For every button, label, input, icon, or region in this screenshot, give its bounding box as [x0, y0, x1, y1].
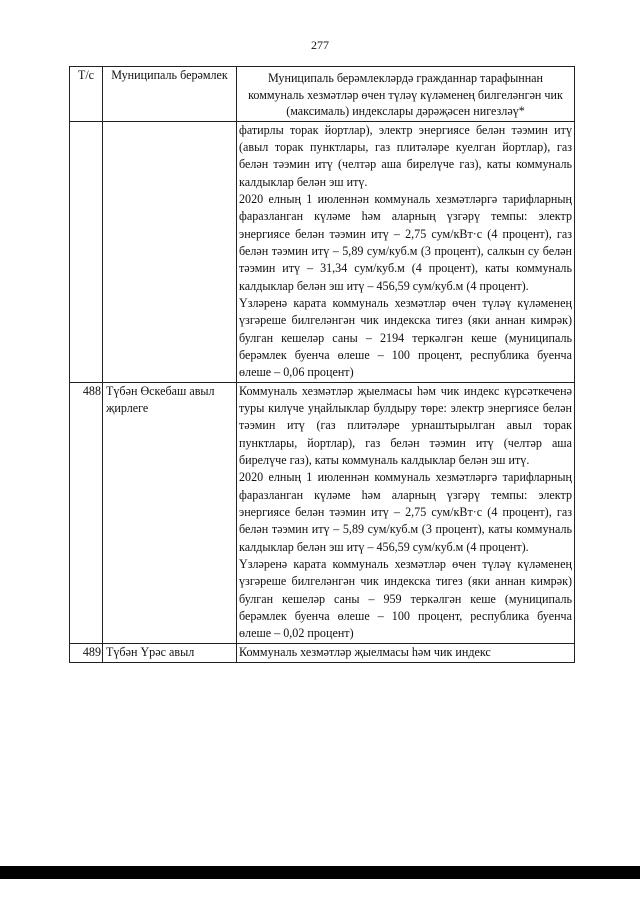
- scan-border-bar: [0, 866, 640, 879]
- row-justification: [237, 121, 575, 382]
- paragraph: фатирлы торак йортлар), электр энергиясе белән тәэмин итү (авыл торак пунктлары, газ плитәләре куелган йортлар), газ белән тәэмин итү (челтәр аша бирелүче газ), каты коммуналь калдыклар белән эш итү.: [239, 122, 572, 189]
- row-municipality: Түбән Үрәс авыл: [103, 643, 237, 662]
- row-number: 488: [70, 382, 103, 643]
- paragraph: 2020 елның 1 июленнән коммуналь хезмәтләргә тарифларның фаразланган күләме һәм аларның үзгәрү темпы: электр энергиясе белән тәэмин итү – 2,75 сум/кВт·с (4 процент), газ белән тәэмин итү – 5,89 сум/куб.м (3 процент), каты коммуналь калдыклар белән эш итү – 456,59 сум/куб.м (4 процент).: [239, 470, 572, 554]
- header-municipality: Муниципаль берәмлек: [103, 67, 237, 122]
- table-header-row: [70, 67, 575, 122]
- row-municipality: Түбән Өскебаш авыл җирлеге: [103, 382, 237, 643]
- row-number: 489: [70, 643, 103, 662]
- header-justification: Муниципаль берәмлекләрдә гражданнар тарафыннан коммуналь хезмәтләр өчен түләү күләменең билгеләнгән чик (максималь) индекслары дәрәҗәсен нигезләү*: [237, 67, 575, 122]
- page-number: 277: [311, 38, 329, 52]
- row-municipality: [103, 121, 237, 382]
- row-number: [70, 121, 103, 382]
- paragraph: 2020 елның 1 июленнән коммуналь хезмәтләргә тарифларның фаразланган күләме һәм аларның үзгәрү темпы: электр энергиясе белән тәэмин итү – 2,75 сум/кВт·с (4 процент), газ белән тәэмин итү – 5,89 сум/куб.м (3 процент), салкын су белән тәэмин итү – 31,34 сум/куб.м (4 процент), каты коммуналь калдыклар белән эш итү – 456,59 сум/куб.м (4 процент).: [239, 191, 572, 293]
- row-justification: [237, 643, 575, 662]
- paragraph: Үзләренә карата коммуналь хезмәтләр өчен түләү күләменең үзгәреше билгеләнгән чик индекска тигез (яки аннан кимрәк) булган кешеләр саны – 2194 теркәлгән кеше (муниципаль берәмлек буенча өлеше – 100 процент, республика буенча өлеше – 0,06 процент): [239, 295, 572, 380]
- table-row: [70, 121, 575, 382]
- header-number: Т/с: [70, 67, 103, 122]
- municipal-index-table: [69, 66, 575, 663]
- paragraph: Коммуналь хезмәтләр җыелмасы һәм чик индекс күрсәткеченә туры килүче уңайлыклар булдыру төре: электр энергиясе белән тәэмин итү (газ плитәләре урнаштырылган авыл торак пунктлары, йортлар), газ белән тәэмин итү (челтәр аша бирелүче газ), каты коммуналь калдыклар белән эш итү.: [239, 383, 572, 468]
- table-row: [70, 643, 575, 662]
- paragraph: Коммуналь хезмәтләр җыелмасы һәм чик индекс: [239, 644, 491, 659]
- paragraph: Үзләренә карата коммуналь хезмәтләр өчен түләү күләменең үзгәреше билгеләнгән чик индекска тигез (яки аннан кимрәк) булган кешеләр саны – 959 теркәлгән кеше (муниципаль берәмлек буенча өлеше – 100 процент, республика буенча өлеше – 0,02 процент): [239, 557, 572, 641]
- row-justification: [237, 382, 575, 643]
- table-row: [70, 382, 575, 643]
